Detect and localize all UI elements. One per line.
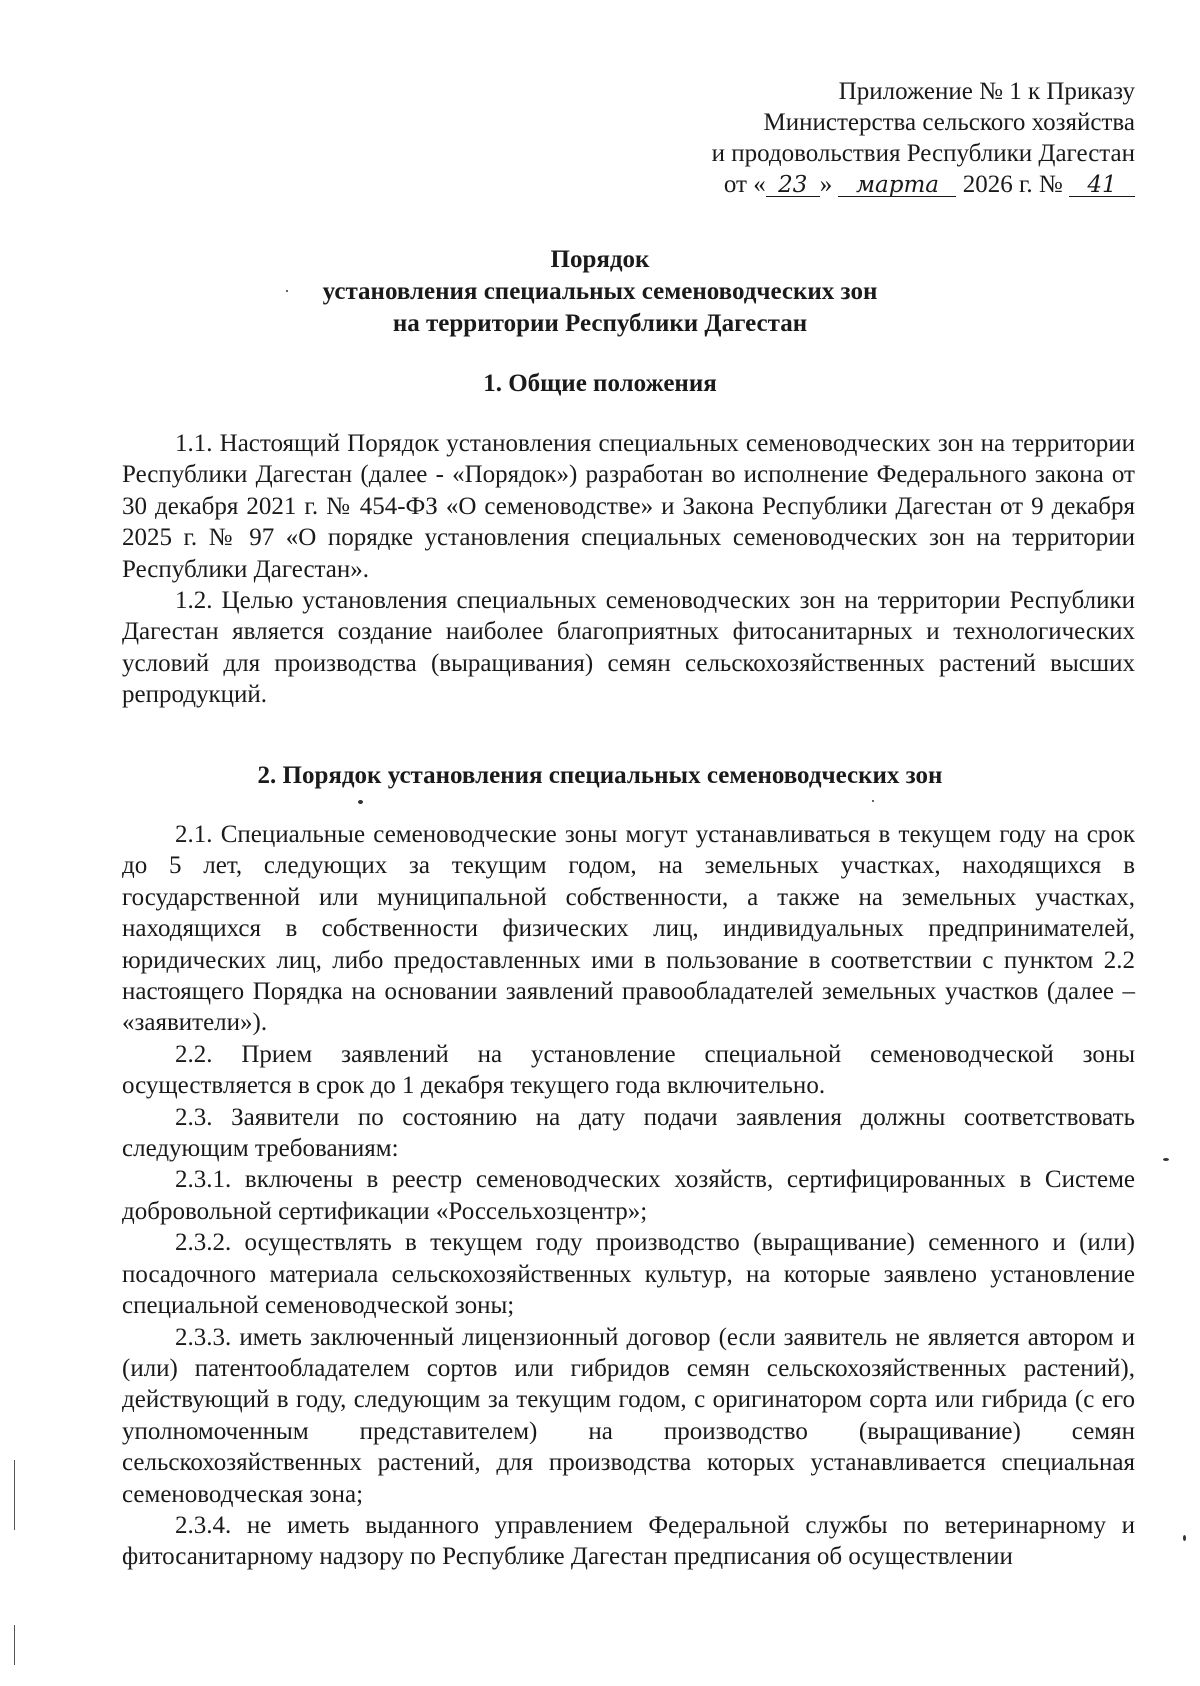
scan-speck: [872, 800, 874, 802]
section-1-body: [122, 428, 1135, 711]
paragraph-2-1: 2.1. Специальные семеноводческие зоны могут устанавливаться в текущем году на срок до 5 лет, следующих за текущим годом, на земельных участках, находящихся в государственной или муниципальной собственности, а также на земельных участках, находящихся в собственности физических лиц, индивидуальных предпринимателей, юридических лиц, либо предоставленных ими в пользование в соответствии с пунктом 2.2 настоящего Порядка на основании заявлений правообладателей земельных участков (далее – «заявители»).: [122, 821, 1135, 1037]
date-prefix: от «: [723, 171, 766, 198]
annex-line-1: Приложение № 1 к Приказу: [838, 78, 1135, 105]
title-line-2: установления специальных семеноводческих зон: [322, 278, 878, 305]
paragraph-1-1: 1.1. Настоящий Порядок установления специальных семеноводческих зон на территории Республики Дагестан (далее - «Порядок») разработан во исполнение Федерального закона от 30 декабря 2021 г. № 454-ФЗ «О семеноводстве» и Закона Республики Дагестан от 9 декабря 2025 г. № 97 «О порядке установления специальных семеноводческих зон на территории Республики Дагестан».: [122, 430, 1135, 583]
section-2-body: [122, 819, 1135, 1573]
title-line-1: Порядок: [550, 246, 650, 273]
scan-edge-mark: [14, 1460, 15, 1530]
paragraph-2-2: 2.2. Прием заявлений на установление специальной семеноводческой зоны осуществляется в срок до 1 декабря текущего года включительно.: [122, 1040, 1135, 1100]
paragraph-2-3-4: 2.3.4. не иметь выданного управлением Федеральной службы по ветеринарному и фитосанитарному надзору по Республике Дагестан предписания об осуществлении: [122, 1511, 1135, 1571]
section-1-heading: 1. Общие положения: [483, 370, 717, 397]
scan-edge-mark: [14, 1625, 15, 1665]
annex-line-3: и продовольствия Республики Дагестан: [711, 140, 1135, 167]
scan-speck: [358, 800, 363, 804]
paragraph-1-2: 1.2. Целью установления специальных семеноводческих зон на территории Республики Дагестан является создание наиболее благоприятных фитосанитарных и технологических условий для производства (выращивания) семян сельскохозяйственных растений высших репродукций.: [122, 587, 1135, 709]
date-mid: »: [819, 171, 833, 198]
annex-date-line: [712, 169, 1135, 200]
handwritten-month: марта: [838, 174, 956, 197]
paragraph-2-3-1: 2.3.1. включены в реестр семеноводческих хозяйств, сертифицированных в Системе добровольной сертификации «Россельхозцентр»;: [122, 1166, 1135, 1225]
annex-line-2: Министерства сельского хозяйства: [763, 109, 1135, 136]
paragraph-2-3-2: 2.3.2. осуществлять в текущем году производство (выращивание) семенного и (или) посадочного материала сельскохозяйственных культур, на которые заявлено установление специальной семеноводческой зоны;: [122, 1229, 1135, 1320]
document-title: [0, 244, 1200, 340]
scan-speck: [1163, 1158, 1169, 1161]
scan-speck: [1183, 1535, 1186, 1541]
handwritten-number: 41: [1069, 174, 1135, 197]
title-line-3: на территории Республики Дагестан: [392, 310, 808, 337]
section-2-heading: 2. Порядок установления специальных семеноводческих зон: [257, 762, 943, 789]
annex-header: [712, 76, 1135, 200]
year-text: 2026 г. №: [962, 171, 1063, 198]
handwritten-day: 23: [766, 174, 820, 197]
paragraph-2-3-3: 2.3.3. иметь заключенный лицензионный договор (если заявитель не является автором и (или) патентообладателем сортов или гибридов семян сельскохозяйственных растений), действующий в году, следующим за текущим годом, с оригинатором сорта или гибрида (с его уполномоченным представителем) на производство (выращивание) семян сельскохозяйственных растений, для производства которых устанавливается специальная семеноводческая зона;: [122, 1323, 1135, 1508]
paragraph-2-3: 2.3. Заявители по состоянию на дату подачи заявления должны соответствовать следующим требованиям:: [122, 1103, 1135, 1163]
scan-speck: [286, 290, 288, 292]
